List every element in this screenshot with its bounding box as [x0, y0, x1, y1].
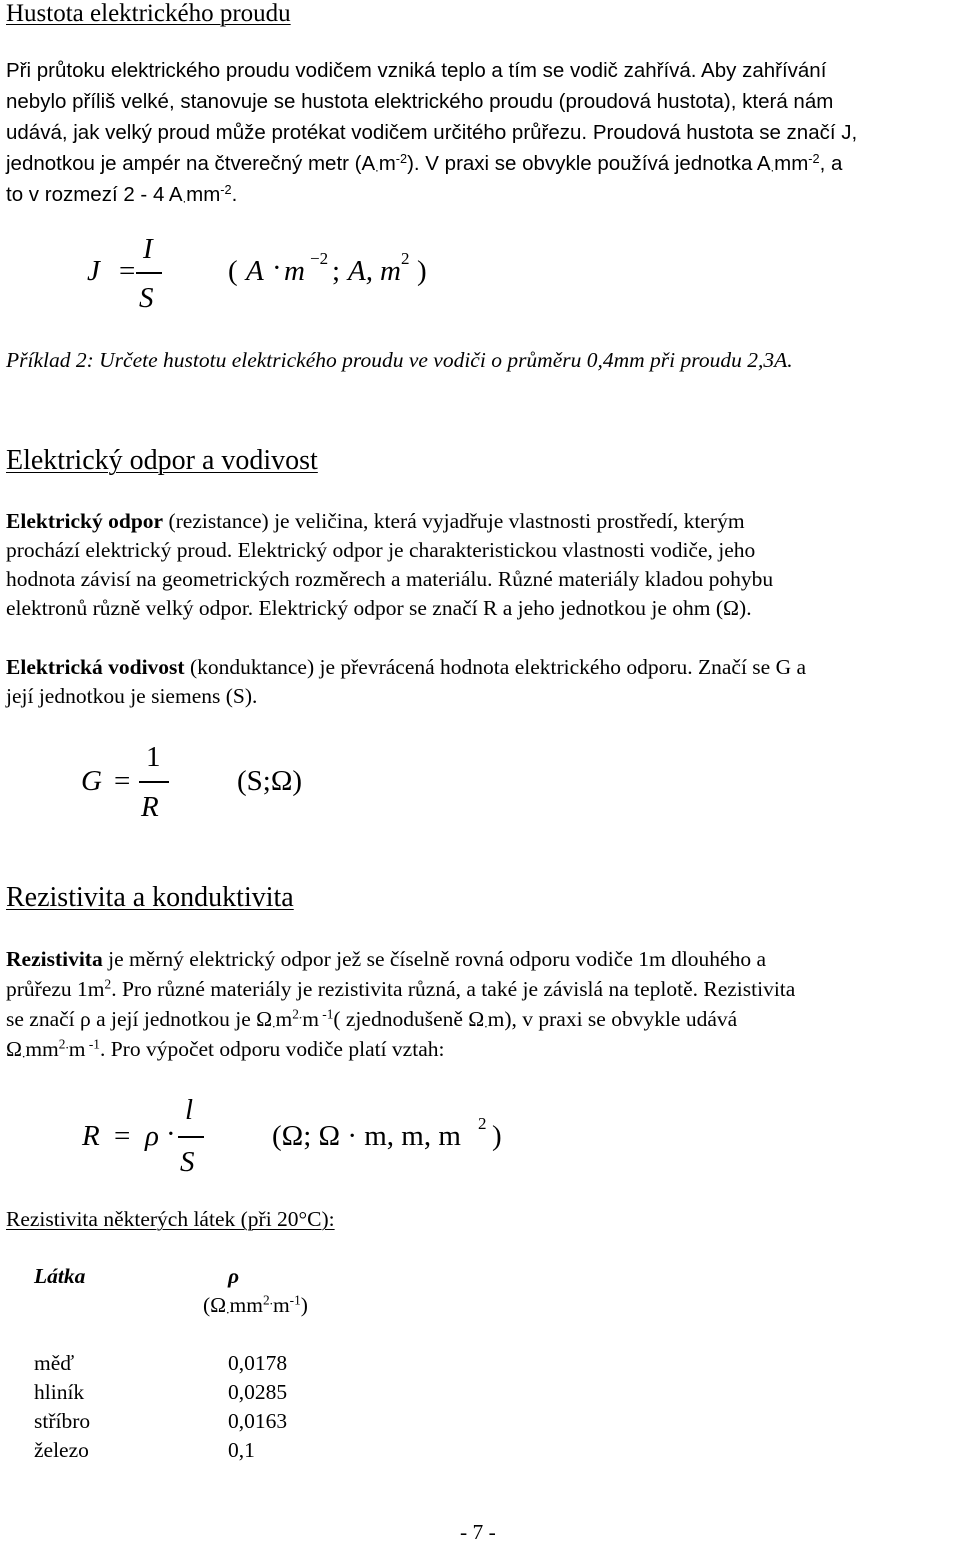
table-cell-value: 0,0285 [228, 1380, 288, 1404]
fraction-bar [136, 272, 162, 274]
paragraph-line: Elektrická vodivost (konduktance) je převrácená hodnota elektrického odporu. Značí se G a [6, 655, 807, 679]
formula-units: (S;Ω) [237, 765, 303, 797]
table-header-rho: ρ [228, 1264, 240, 1288]
section-heading-resistivity: Rezistivita a konduktivita [6, 882, 294, 913]
paragraph-line: se značí ρ a její jednotkou je $\Omega_.m^{2.}m$ $^{-1}$( zjednodušeně $\Omega_.m$), v praxi se obvykle udává [6, 1006, 738, 1031]
table-cell-value: 0,0178 [228, 1351, 288, 1375]
formula-equals: = [119, 255, 136, 287]
paragraph-line: Rezistivita je měrný elektrický odpor jež se číselně rovná odporu vodiče 1m dlouhého a [6, 947, 767, 971]
table-cell-substance: hliník [34, 1380, 85, 1404]
formula-denominator: S [139, 282, 154, 314]
units-exponent-2: 2 [401, 249, 410, 268]
units-close-paren: ) [417, 255, 427, 287]
table-cell-substance: stříbro [34, 1409, 91, 1433]
paragraph-line: nebylo příliš velké, stanovuje se hustota elektrického proudu (proudová hustota), která nám [6, 90, 834, 113]
table-cell-value: 0,0163 [228, 1409, 288, 1433]
formula-lhs: R [82, 1120, 100, 1152]
paragraph-line: Při průtoku elektrického proudu vodičem vzniká teplo a tím se vodič zahřívá. Aby zahřívání [6, 59, 827, 82]
table-caption: Rezistivita některých látek (při 20°C): [6, 1207, 335, 1231]
units-ampere-2: A, [348, 255, 373, 287]
units-metre: m [284, 255, 305, 287]
section-heading-resistance: Elektrický odpor a vodivost [6, 445, 318, 476]
paragraph-line: to v rozmezí 2 - 4 $A_.mm^{-2}$. [6, 182, 238, 206]
paragraph-line: jednotkou je ampér na čtverečný metr $(A_.m^{-2})$. V praxi se obvykle používá jednotka $A_.mm^{-2}$, a [6, 151, 843, 175]
units-ampere: A [246, 255, 264, 287]
formula-numerator: l [185, 1094, 194, 1126]
term-resistance: Elektrický odpor [6, 509, 164, 533]
formula-equals: = [114, 1120, 131, 1152]
units-metre-2: m [380, 255, 401, 287]
table-cell-substance: měď [34, 1351, 75, 1375]
page-number: - 7 - [460, 1520, 496, 1544]
units-exponent: −2 [310, 249, 329, 268]
units-open-paren: ( [228, 255, 238, 287]
formula-denominator: S [180, 1146, 195, 1178]
formula-units-exponent: 2 [478, 1114, 487, 1133]
term-resistivity: Rezistivita [6, 947, 103, 971]
paragraph-line: $\Omega_.mm^{2.}m$ $^{-1}$. Pro výpočet odporu vodiče platí vztah: [6, 1036, 445, 1061]
formula-dot: · [166, 1118, 176, 1150]
paragraph-line: průřezu $1m^2$. Pro různé materiály je rezistivita různá, a také je závislá na teplotě. Rezistivita [6, 976, 796, 1001]
paragraph-line: udává, jak velký proud může protékat vodičem určitého průřezu. Proudová hustota se značí J, [6, 121, 858, 144]
units-separator: ; [332, 255, 341, 287]
formula-numerator: 1 [146, 741, 161, 773]
units-dot: · [272, 252, 282, 284]
formula-rho: ρ [145, 1120, 159, 1152]
fraction-bar [178, 1136, 204, 1138]
table-header-unit: $(\Omega_.mm^{2.}m^{-1})$ [203, 1292, 308, 1317]
paragraph-line: hodnota závisí na geometrických rozměrech a materiálu. Různé materiály kladou pohybu [6, 567, 774, 591]
paragraph-line: Elektrický odpor (rezistance) je veličina, která vyjadřuje vlastnosti prostředí, kterým [6, 509, 745, 533]
table-header-substance: Látka [34, 1264, 86, 1288]
formula-equals: = [114, 765, 131, 797]
formula-lhs: G [81, 765, 102, 797]
formula-denominator: R [141, 791, 159, 823]
fraction-bar [139, 781, 169, 783]
formula-numerator: I [143, 233, 153, 265]
table-cell-value: 0,1 [228, 1438, 255, 1462]
example-text: Příklad 2: Určete hustotu elektrického proudu ve vodiči o průměru 0,4mm při proudu 2,3A. [6, 348, 793, 372]
paragraph-line: prochází elektrický proud. Elektrický odpor je charakteristickou vlastnosti vodiče, jeho [6, 538, 756, 562]
section-heading-current-density: Hustota elektrického proudu [6, 0, 291, 27]
formula-lhs: J [87, 255, 100, 287]
paragraph-line: její jednotkou je siemens (S). [6, 684, 258, 708]
paragraph-line: elektronů různě velký odpor. Elektrický odpor se značí R a jeho jednotkou je ohm (Ω). [6, 596, 752, 620]
formula-units-close: ) [492, 1120, 502, 1152]
term-conductance: Elektrická vodivost [6, 655, 185, 679]
table-cell-substance: železo [34, 1438, 89, 1462]
formula-units: (Ω; Ω · m, m, m [272, 1120, 461, 1152]
